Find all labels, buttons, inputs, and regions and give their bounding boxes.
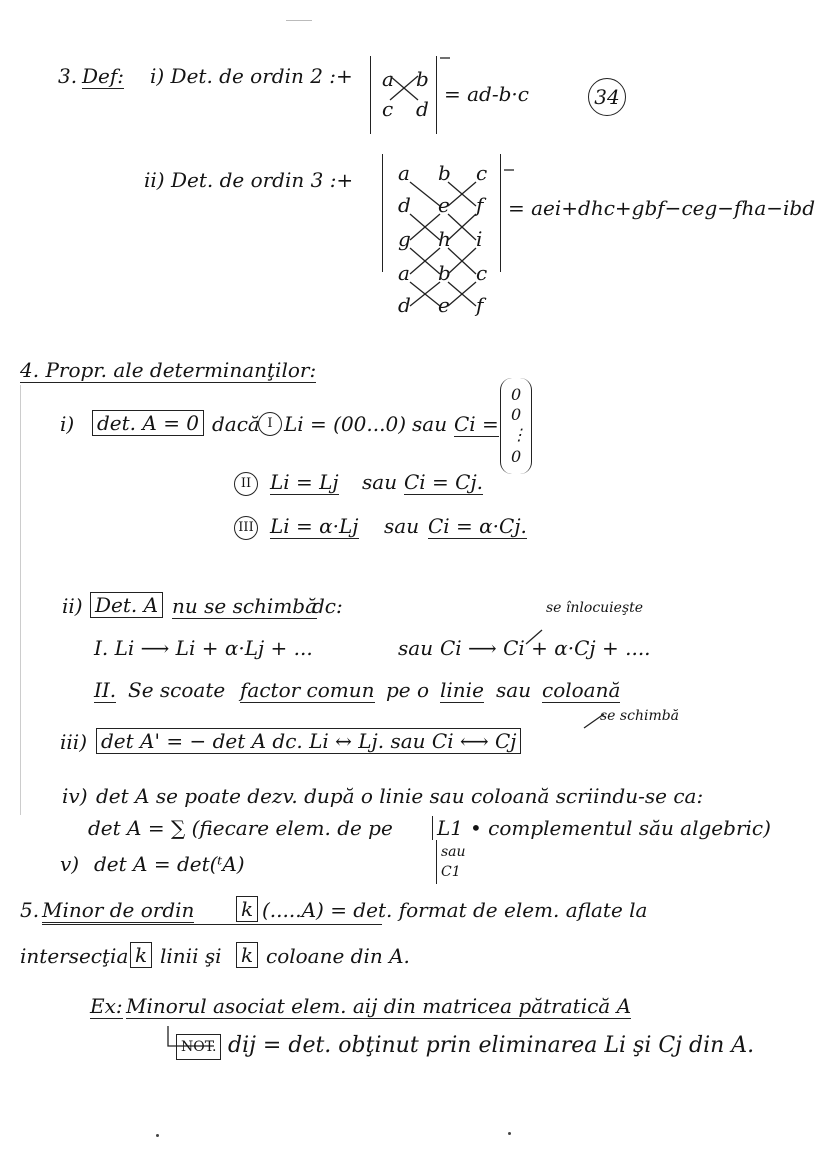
s5-underline [42, 924, 382, 925]
zero-col-2: ⋮ [511, 425, 527, 444]
zero-col-0: 0 [511, 385, 522, 404]
s5-line2-k1: k [130, 942, 152, 968]
s3-def: Def: [82, 64, 125, 88]
p4-or: sau [436, 840, 466, 864]
p2-II-f: coloană [542, 678, 621, 702]
p2-text-b: dc: [312, 594, 343, 618]
p1-c1-a: Li = (00...0) [284, 412, 407, 436]
m3-r4c1: a [398, 261, 410, 285]
p3-boxed: det A' = − det A dc. Li ↔ Lj. sau Ci ⟷ Cj [96, 728, 521, 754]
m3-r2c3: f [476, 193, 484, 217]
s3-ii-label: ii) Det. de ordin 3 :+ [144, 168, 354, 192]
p2-II-num: II. [94, 678, 117, 702]
p2-note: se înlocuieşte [546, 600, 644, 616]
p1-c1-or: sau [412, 412, 448, 436]
p1-c1-b: Ci = [454, 412, 499, 436]
p2-I-or: sau [398, 636, 434, 660]
m3-r3c2: h [438, 227, 451, 251]
p1-c3-or: sau [384, 514, 420, 538]
s5-not: NOT. [176, 1034, 221, 1060]
s5-line2a: intersecţia [20, 944, 129, 968]
m3-r2c2: e [438, 193, 450, 217]
p4-line1: det A se poate dezv. după o linie sau coloană scriindu-se ca: [96, 784, 704, 808]
zero-col-3: 0 [511, 447, 522, 466]
zero-col-1: 0 [511, 405, 522, 424]
p1-c3-b: Ci = α·Cj. [428, 514, 527, 538]
p1-c1-num: I [258, 412, 282, 436]
s5-k: k [236, 896, 258, 922]
s5-line2c: coloane din A. [266, 944, 410, 968]
page-mark-circle: 34 [588, 78, 626, 116]
m3-r4c3: c [476, 261, 488, 285]
p1-c2-b: Ci = Cj. [404, 470, 484, 494]
p1-c2-or: sau [362, 470, 398, 494]
s3-ii-result: = aei+dhc+gbf−ceg−fha−ibd [508, 196, 816, 220]
scan-dot-1 [156, 1134, 159, 1137]
m3-r3c3: i [476, 227, 483, 251]
s5-not-text: dij = det. obţinut prin eliminarea Li şi Cj din A. [228, 1033, 755, 1058]
m2-a: a [382, 67, 394, 91]
p1-c2-a: Li = Lj [270, 470, 339, 494]
p2-text-a: nu se schimbă [172, 594, 318, 618]
s5-line2-k2: k [236, 942, 258, 968]
s3-i-label: i) Det. de ordin 2 :+ [150, 64, 353, 88]
s5-minor: Minor de ordin [42, 898, 195, 922]
zero-column [500, 378, 532, 474]
m3-r2c1: d [398, 193, 411, 217]
p2-II-e: sau [496, 678, 532, 702]
m3-r5c1: d [398, 293, 411, 317]
s5-ex: Ex: [90, 994, 123, 1018]
m3-r1c3: c [476, 161, 488, 185]
p5-text: det A = det(ᵗA) [94, 852, 245, 876]
p4-line2b: L1 [432, 816, 463, 840]
p4-label: iv) [62, 784, 88, 808]
m2-d: d [416, 97, 429, 121]
p2-II-a: Se scoate [128, 678, 226, 702]
p2-I-a: I. Li ⟶ Li + α·Lj + ... [94, 636, 313, 660]
m3-r1c1: a [398, 161, 410, 185]
s5-rest: (.....A) = det. format de elem. aflate la [262, 898, 648, 922]
m2-c: c [382, 97, 394, 121]
p2-II-b: factor comun [240, 678, 375, 702]
m3-r5c2: e [438, 293, 450, 317]
m3-r5c3: f [476, 293, 484, 317]
p2-label: ii) [62, 594, 83, 618]
p2-I-b: Ci ⟶ Ci + α·Cj + .... [440, 636, 651, 660]
s3-i-result: = ad-b·c [444, 82, 529, 106]
scan-dot-2 [508, 1132, 511, 1135]
m3-r1c2: b [438, 161, 451, 185]
p3-note: se schimbă [600, 708, 680, 724]
p1-boxed: det. A = 0 [92, 410, 204, 436]
p2-II-c: pe o [386, 678, 430, 702]
p4-line2a: det A = ∑ (fiecare elem. de pe [88, 816, 393, 840]
p5-label: v) [60, 852, 80, 876]
p2-II-d: linie [440, 678, 484, 702]
s5-line2b: linii şi [160, 944, 222, 968]
m2-b: b [416, 67, 429, 91]
p1-label: i) [60, 412, 75, 436]
p2-boxed: Det. A [90, 592, 163, 618]
p1-c3-num: III [234, 516, 258, 540]
m3-r3c1: g [398, 227, 411, 251]
p1-if: dacă [212, 412, 260, 436]
p4-c1: C1 [436, 860, 461, 884]
s5-ex-text: Minorul asociat elem. aij din matricea pătratică A [126, 994, 632, 1018]
p1-c3-a: Li = α·Lj [270, 514, 359, 538]
m3-r4c2: b [438, 261, 451, 285]
s3-number: 3. [58, 64, 78, 88]
s4-title: 4. Propr. ale determinanţilor: [20, 358, 317, 382]
p4-line2c: • complementul său algebric) [470, 816, 771, 840]
p3-label: iii) [60, 730, 87, 754]
s5-number: 5. [20, 898, 40, 922]
p1-c2-num: II [234, 472, 258, 496]
